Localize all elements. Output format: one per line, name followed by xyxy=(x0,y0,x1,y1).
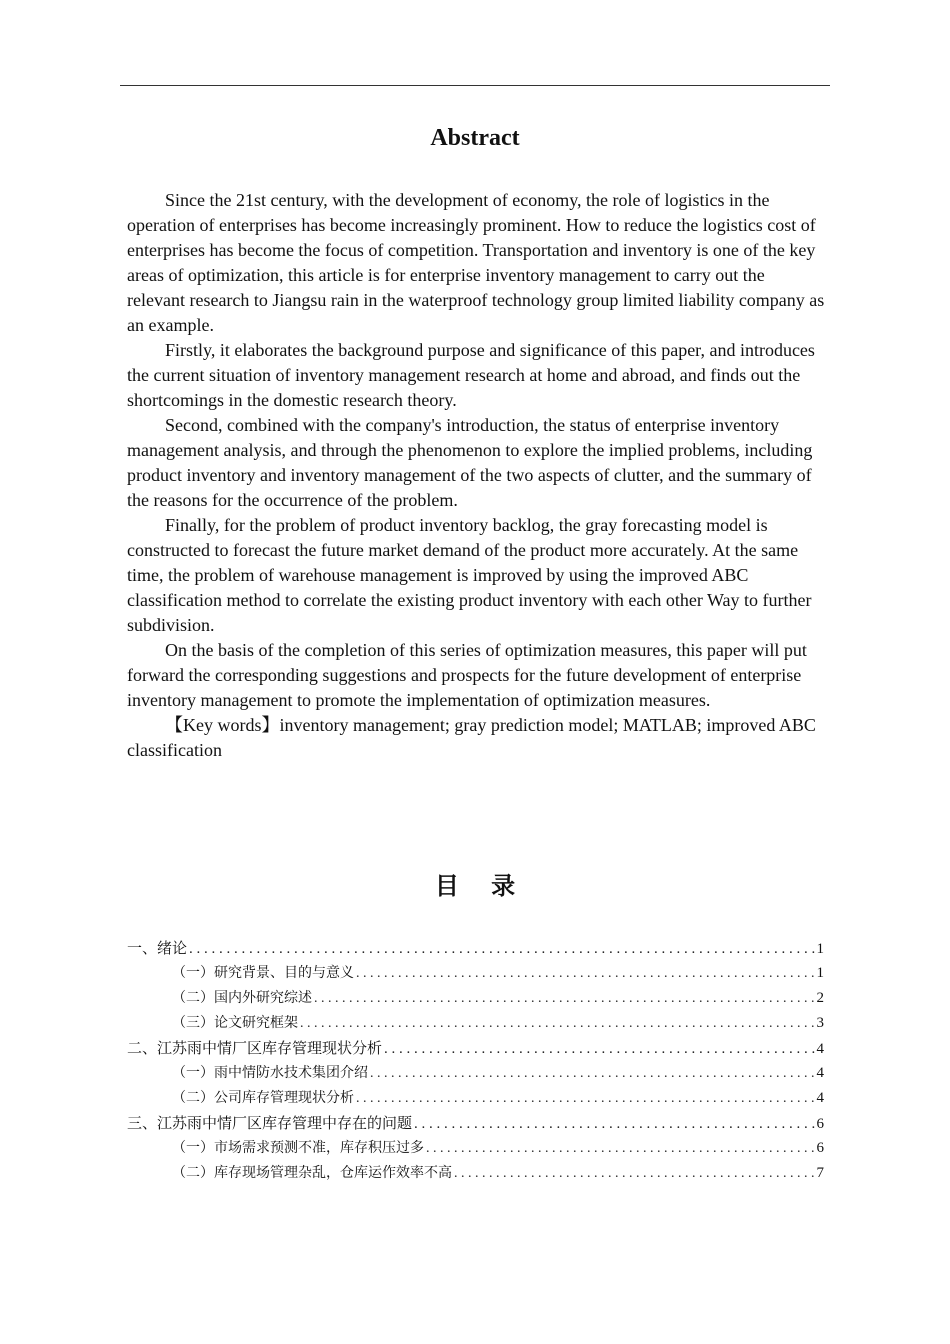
toc-entry-label: （二）库存现场管理杂乱，仓库运作效率不高 xyxy=(172,1165,452,1181)
toc-entry[interactable] xyxy=(127,986,824,1011)
toc-entry[interactable] xyxy=(127,1061,824,1086)
toc-leader-dots xyxy=(356,961,815,986)
toc-entry[interactable] xyxy=(127,1111,824,1136)
toc-leader-dots xyxy=(414,1112,814,1137)
toc-leader-dots xyxy=(300,1011,815,1036)
toc-entry[interactable] xyxy=(127,1011,824,1036)
toc-entry[interactable] xyxy=(127,1161,824,1186)
abstract-paragraph: Firstly, it elaborates the background purpose and significance of this paper, and introduces the current situation of inventory management research at home and abroad, and finds out the shortcomings in the domestic research theory. xyxy=(127,340,815,410)
toc-entry-label: （一）研究背景、目的与意义 xyxy=(172,965,354,981)
abstract-body xyxy=(127,188,827,763)
toc-leader-dots xyxy=(356,1086,815,1111)
toc-leader-dots xyxy=(189,937,814,962)
toc-leader-dots xyxy=(384,1037,814,1062)
toc-entry-page: 7 xyxy=(816,1165,824,1181)
toc-entry-page: 6 xyxy=(816,1116,824,1132)
table-of-contents xyxy=(127,936,824,1186)
toc-entry-label: 一、绪论 xyxy=(127,939,188,957)
toc-entry[interactable] xyxy=(127,961,824,986)
toc-entry-page: 4 xyxy=(816,1065,824,1081)
toc-entry-label: （三）论文研究框架 xyxy=(172,1015,298,1031)
toc-leader-dots xyxy=(454,1161,815,1186)
keywords-paragraph: 【Key words】inventory management; gray prediction model; MATLAB; improved ABC classification xyxy=(127,715,816,760)
toc-leader-dots xyxy=(370,1061,815,1086)
toc-entry-page: 4 xyxy=(816,1090,824,1106)
toc-leader-dots xyxy=(426,1136,815,1161)
toc-entry-label: 三、江苏雨中情厂区库存管理中存在的问题 xyxy=(127,1114,413,1132)
header-rule xyxy=(120,85,830,86)
toc-entry-label: （一）雨中情防水技术集团介绍 xyxy=(172,1065,368,1081)
abstract-paragraph: On the basis of the completion of this series of optimization measures, this paper will put forward the corresponding suggestions and prospects for the future development of enterprise inventory management to promote the implementation of optimization measures. xyxy=(127,640,807,710)
toc-entry-page: 3 xyxy=(816,1015,824,1031)
toc-entry-page: 1 xyxy=(816,941,824,957)
toc-entry-page: 1 xyxy=(816,965,824,981)
toc-entry[interactable] xyxy=(127,1036,824,1061)
toc-entry-page: 6 xyxy=(816,1140,824,1156)
abstract-paragraph: Finally, for the problem of product inventory backlog, the gray forecasting model is constructed to forecast the future market demand of the product more accurately. At the same time, the problem of warehouse management is improved by using the improved ABC classification method to correlate the existing product inventory with each other Way to further subdivision. xyxy=(127,515,812,635)
toc-leader-dots xyxy=(314,986,815,1011)
toc-entry[interactable] xyxy=(127,936,824,961)
toc-entry[interactable] xyxy=(127,1136,824,1161)
toc-entry-page: 4 xyxy=(816,1041,824,1057)
toc-entry-label: （二）国内外研究综述 xyxy=(172,990,312,1006)
toc-title: 目 录 xyxy=(434,872,528,900)
toc-entry-label: （二）公司库存管理现状分析 xyxy=(172,1090,354,1106)
toc-entry[interactable] xyxy=(127,1086,824,1111)
toc-entry-label: （一）市场需求预测不准，库存积压过多 xyxy=(172,1140,424,1156)
toc-entry-page: 2 xyxy=(816,990,824,1006)
abstract-paragraph: Since the 21st century, with the development of economy, the role of logistics in the operation of enterprises has become increasingly prominent. How to reduce the logistics cost of enterprises has become the focus of competition. Transportation and inventory is one of the key areas of optimization, this article is for enterprise inventory management to carry out the relevant research to Jiangsu rain in the waterproof technology group limited liability company as an example. xyxy=(127,190,825,335)
abstract-title: Abstract xyxy=(430,125,520,151)
toc-entry-label: 二、江苏雨中情厂区库存管理现状分析 xyxy=(127,1039,383,1057)
abstract-paragraph: Second, combined with the company's introduction, the status of enterprise inventory management analysis, and through the phenomenon to explore the implied problems, including product inventory and inventory management of the two aspects of clutter, and the summary of the reasons for the occurrence of the problem. xyxy=(127,415,813,510)
